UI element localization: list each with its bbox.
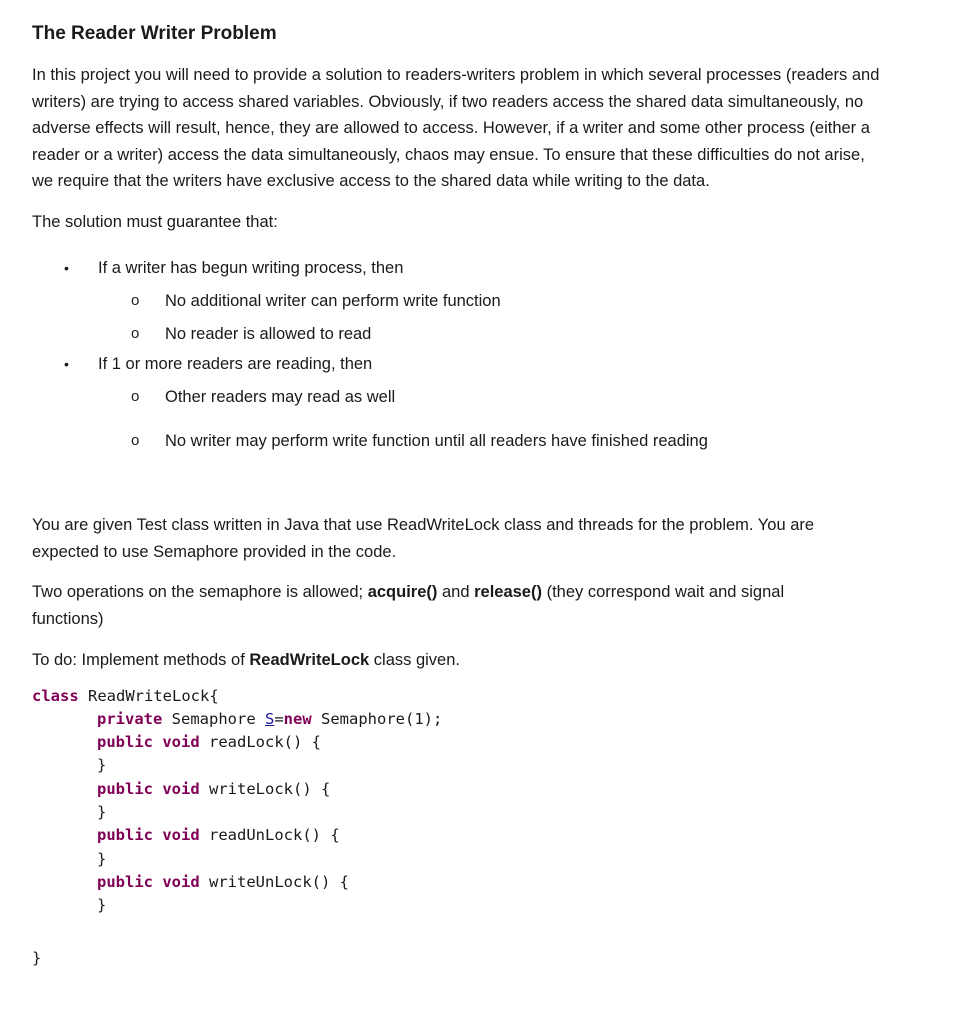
code-line [32,685,932,708]
sub-list-item [32,384,932,410]
code-keyword: void [162,872,200,891]
code-keyword: public [97,826,153,845]
code-text: writeLock() { [199,779,331,798]
acquire-keyword: acquire() [367,583,438,601]
code-keyword: void [162,733,200,752]
circle-bullet-icon: o [131,432,140,449]
code-line [32,754,932,777]
code-line [32,848,932,871]
page-title: The Reader Writer Problem [32,23,277,44]
list-item [32,351,932,377]
code-text: } [32,949,42,968]
sub-list-item [32,288,932,314]
class-name-bold: ReadWriteLock [249,651,370,669]
operations-text: and [437,583,475,601]
circle-bullet-icon: o [131,292,140,309]
code-text: Semaphore [162,709,265,728]
todo-text: class given. [369,651,460,669]
circle-bullet-icon: o [131,325,140,342]
operations-text: Two operations on the semaphore is allowed; [32,583,368,601]
code-text: } [97,802,107,821]
code-keyword: public [97,733,153,752]
code-line [32,871,932,894]
code-text: } [97,896,107,915]
code-block [32,685,932,971]
operations-paragraph [32,579,852,632]
code-text: ReadWriteLock{ [78,686,219,705]
bullet-icon: • [64,356,69,372]
code-line [32,824,932,847]
given-paragraph: You are given Test class written in Java that use ReadWriteLock class and threads for the problem. You are expected to use Semaphore provided in the code. [32,516,815,561]
code-variable: S [264,709,275,728]
code-keyword: private [97,709,163,728]
intro-paragraph: In this project you will need to provide a solution to readers-writers problem in which several processes (readers and writers) are trying to access shared variables. Obviously, if two readers access the shared data simultaneously, no adverse effects will result, hence, they are allowed to access. However, if a writer and some other process (either a reader or a writer) access the data simultaneously, chaos may ensue. To ensure that these difficulties do not arise, we require that the writers have exclusive access to the shared data while writing to the data. [32,66,880,190]
code-line [32,947,932,970]
code-text: writeUnLock() { [199,872,349,891]
code-text: } [97,756,107,775]
code-keyword: new [283,709,312,728]
todo-paragraph [32,647,932,674]
code-line [32,708,932,731]
code-keyword: void [162,779,200,798]
sub-list-item [32,321,932,347]
guarantee-heading: The solution must guarantee that: [32,212,278,231]
code-text: readLock() { [199,733,321,752]
code-text: readUnLock() { [199,826,340,845]
code-line [32,894,932,917]
sub-list-item [32,428,932,454]
code-text: } [97,849,107,868]
sub-item-text: No additional writer can perform write function [165,292,501,310]
operations-text: (they correspond wait and signal functions) [32,583,785,628]
code-keyword: class [32,686,79,705]
bullet-text: If a writer has begun writing process, then [98,259,404,277]
code-keyword: void [162,826,200,845]
list-item [32,255,932,281]
todo-text: To do: Implement methods of [32,651,250,669]
code-keyword: public [97,779,153,798]
code-text: Semaphore(1); [311,709,443,728]
bullet-icon: • [64,260,69,276]
release-keyword: release() [474,583,542,601]
code-keyword: public [97,872,153,891]
sub-item-text: No reader is allowed to read [165,325,372,343]
code-line [32,801,932,824]
code-line [32,731,932,754]
document-page [32,20,932,971]
code-text: = [274,709,284,728]
code-line [32,778,932,801]
sub-item-text: No writer may perform write function until all readers have finished reading [165,432,708,450]
circle-bullet-icon: o [131,388,140,405]
sub-item-text: Other readers may read as well [165,388,396,406]
requirements-list [32,255,932,454]
bullet-text: If 1 or more readers are reading, then [98,355,373,373]
